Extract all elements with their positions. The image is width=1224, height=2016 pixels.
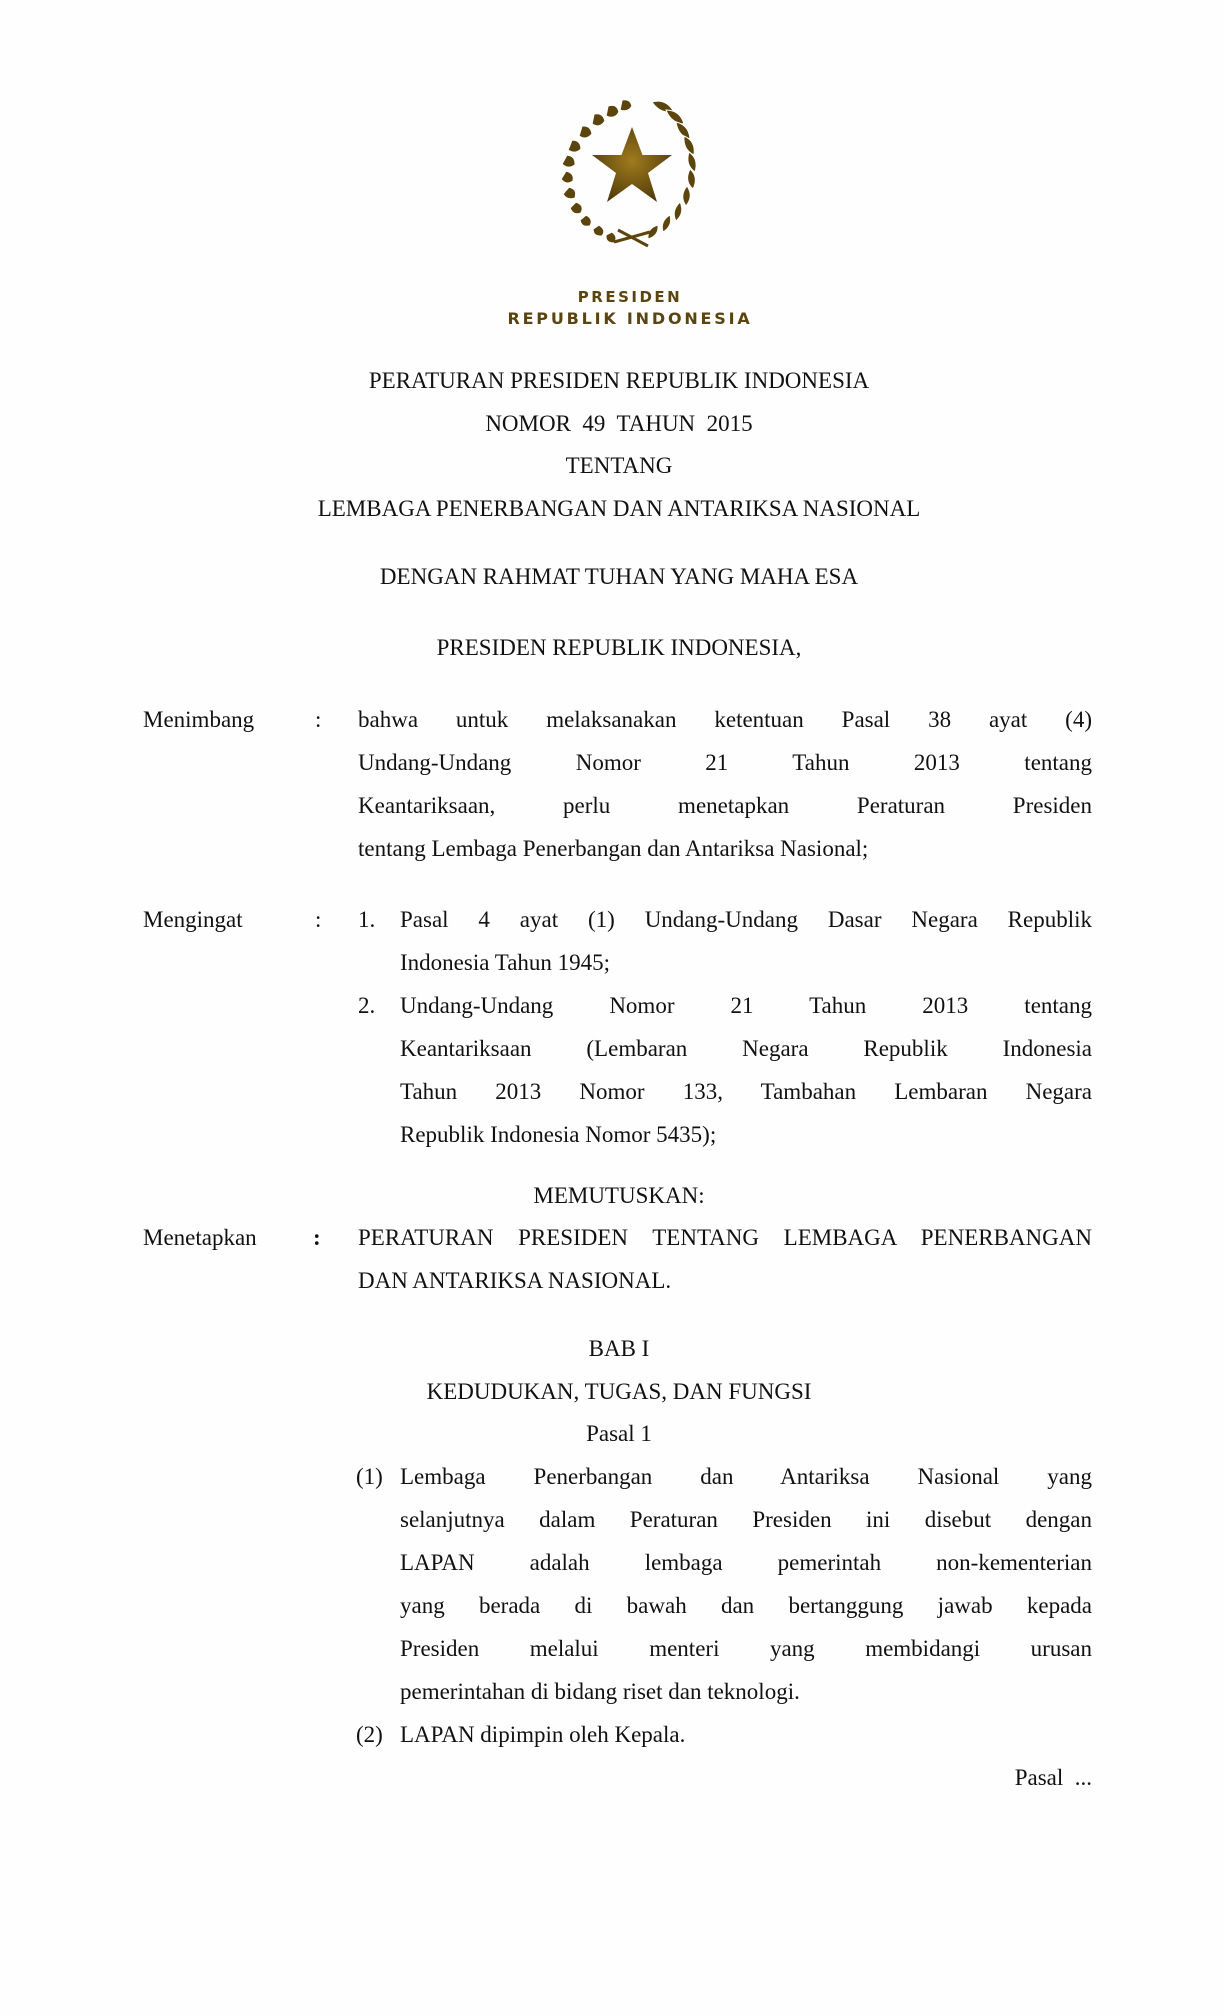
institution-name-line2: REPUBLIK INDONESIA xyxy=(507,309,753,328)
list-number: 1. xyxy=(358,907,376,932)
list-number: 2. xyxy=(358,993,376,1018)
list-item-line: Pasal 4 ayat (1) Undang-Undang Dasar Negara Republik xyxy=(400,907,1092,932)
institution-name-line1: PRESIDEN xyxy=(577,288,683,306)
clause-line: selanjutnya dalam Peraturan Presiden ini disebut dengan xyxy=(400,1507,1092,1532)
mengingat-label: Mengingat xyxy=(143,907,243,932)
invocation: DENGAN RAHMAT TUHAN YANG MAHA ESA xyxy=(379,564,859,589)
clause-line: LAPAN adalah lembaga pemerintah non-kementerian xyxy=(400,1550,1092,1575)
menetapkan-line: DAN ANTARIKSA NASIONAL. xyxy=(358,1268,672,1293)
regulation-subject: LEMBAGA PENERBANGAN DAN ANTARIKSA NASIONAL xyxy=(317,496,921,521)
clause-number: (2) xyxy=(356,1722,383,1747)
authority: PRESIDEN REPUBLIK INDONESIA, xyxy=(436,635,802,660)
mengingat-colon: : xyxy=(315,907,322,932)
menetapkan-label: Menetapkan xyxy=(143,1225,257,1250)
chapter-title: KEDUDUKAN, TUGAS, DAN FUNGSI xyxy=(426,1379,812,1404)
clause-line: Lembaga Penerbangan dan Antariksa Nasional yang xyxy=(400,1464,1092,1489)
list-item-line: Republik Indonesia Nomor 5435); xyxy=(400,1122,717,1147)
presidential-emblem-icon xyxy=(552,92,712,250)
clause-number: (1) xyxy=(356,1464,383,1489)
menimbang-line: Undang-Undang Nomor 21 Tahun 2013 tentang xyxy=(358,750,1092,775)
clause-line: yang berada di bawah dan bertanggung jawab kepada xyxy=(400,1593,1092,1618)
clause-line: pemerintahan di bidang riset dan teknologi. xyxy=(400,1679,800,1704)
memutuskan-heading: MEMUTUSKAN: xyxy=(533,1183,705,1208)
list-item-line: Indonesia Tahun 1945; xyxy=(400,950,611,975)
menetapkan-colon: : xyxy=(313,1225,321,1250)
menimbang-line: Keantariksaan, perlu menetapkan Peraturan Presiden xyxy=(358,793,1092,818)
chapter-number: BAB I xyxy=(588,1336,650,1361)
list-item-line: Keantariksaan (Lembaran Negara Republik Indonesia xyxy=(400,1036,1092,1061)
article-heading: Pasal 1 xyxy=(586,1421,652,1446)
menimbang-line: bahwa untuk melaksanakan ketentuan Pasal 38 ayat (4) xyxy=(358,707,1092,732)
menimbang-colon: : xyxy=(315,707,322,732)
menimbang-line: tentang Lembaga Penerbangan dan Antariksa Nasional; xyxy=(358,836,869,861)
clause-line: Presiden melalui menteri yang membidangi urusan xyxy=(400,1636,1092,1661)
regulation-number: NOMOR 49 TAHUN 2015 xyxy=(485,411,753,436)
menetapkan-line: PERATURAN PRESIDEN TENTANG LEMBAGA PENERBANGAN xyxy=(358,1225,1092,1250)
regulation-type: PERATURAN PRESIDEN REPUBLIK INDONESIA xyxy=(368,368,870,393)
page-continuation: Pasal ... xyxy=(1014,1765,1092,1790)
clause-line: LAPAN dipimpin oleh Kepala. xyxy=(400,1722,686,1747)
list-item-line: Tahun 2013 Nomor 133, Tambahan Lembaran Negara xyxy=(400,1079,1092,1104)
regulation-about: TENTANG xyxy=(565,453,673,478)
menimbang-label: Menimbang xyxy=(143,707,255,732)
list-item-line: Undang-Undang Nomor 21 Tahun 2013 tentang xyxy=(400,993,1092,1018)
